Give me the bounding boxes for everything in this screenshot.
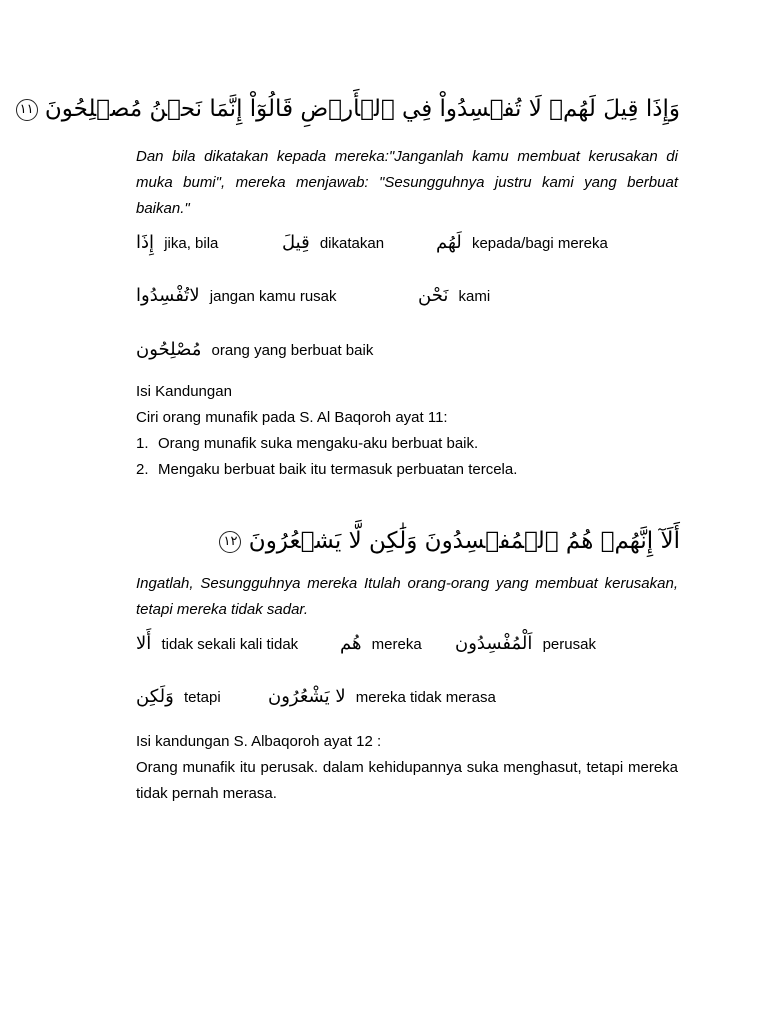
verse-12-text: أَلَآ إِنَّهُمۡ هُمُ ٱلۡمُفۡسِدُونَ وَلَٰكِن لَّا يَشۡعُرُونَ — [248, 528, 680, 554]
vocab-arabic: اَلْمُفْسِدُون — [455, 633, 533, 654]
vocab-arabic: وَلَكِن — [136, 686, 174, 707]
vocab-item — [136, 339, 373, 360]
vocab-arabic: قِيلَ — [282, 232, 310, 253]
vocab-arabic: مُصْلِحُون — [136, 339, 202, 360]
vocab-arabic: لاتُفْسِدُوا — [136, 285, 200, 306]
vocab-arabic: نَحْن — [418, 285, 449, 306]
isi-kandungan-2-text: Orang munafik itu perusak. dalam kehidupannya suka menghasut, tetapi mereka tidak pernah merasa. — [136, 759, 678, 802]
vocab-meaning: jika, bila — [164, 235, 219, 252]
vocab-item — [136, 633, 298, 654]
vocab-item — [282, 232, 384, 253]
verse-11-translation: Dan bila dikatakan kepada mereka:"Janganlah kamu membuat kerusakan di muka bumi", mereka menjawab: "Sesungguhnya justru kami yang berbuat baikan." — [136, 148, 678, 217]
vocab-meaning: perusak — [542, 636, 596, 653]
verse-12-number-marker: ١٢ — [219, 531, 241, 553]
vocab-arabic: إِذَا — [136, 232, 155, 253]
vocab-meaning: tidak sekali kali tidak — [161, 636, 299, 653]
vocab-item — [418, 285, 490, 306]
vocab-meaning: tetapi — [184, 689, 221, 706]
vocab-meaning: dikatakan — [319, 235, 385, 252]
vocab-item — [340, 633, 422, 654]
list-item-number: 1. — [136, 435, 149, 452]
vocab-item — [136, 232, 218, 253]
vocab-meaning: mereka tidak merasa — [355, 689, 496, 706]
vocab-item — [268, 686, 496, 707]
verse-11-text: وَإِذَا قِيلَ لَهُمۡ لَا تُفۡسِدُواْ فِي ٱلۡأَرۡضِ قَالُوٓاْ إِنَّمَا نَحۡنُ مُصۡلِحُونَ — [44, 96, 680, 122]
verse-12-translation: Ingatlah, Sesungguhnya mereka Itulah orang-orang yang membuat kerusakan, tetapi mereka tidak sadar. — [136, 575, 678, 618]
list-item — [136, 457, 517, 483]
list-item-text: Orang munafik suka mengaku-aku berbuat baik. — [158, 435, 479, 452]
vocab-meaning: jangan kamu rusak — [209, 288, 337, 305]
isi-kandungan-list — [136, 431, 517, 483]
vocab-item — [136, 686, 221, 707]
list-item — [136, 431, 517, 457]
vocab-meaning: kami — [458, 288, 491, 305]
vocab-arabic: هُم — [340, 633, 362, 654]
list-item-number: 2. — [136, 461, 149, 478]
vocab-meaning: kepada/bagi mereka — [471, 235, 608, 252]
vocab-arabic: أَلا — [136, 633, 152, 654]
vocab-item — [455, 633, 596, 654]
vocab-item — [436, 232, 608, 253]
list-item-text: Mengaku berbuat baik itu termasuk perbuatan tercela. — [158, 461, 518, 478]
vocab-item — [136, 285, 337, 306]
vocab-arabic: لا يَشْعُرُون — [268, 686, 346, 707]
vocab-arabic: لَهُم — [436, 232, 462, 253]
isi-kandungan-2-heading: Isi kandungan S. Albaqoroh ayat 12 : — [136, 733, 382, 750]
vocab-meaning: mereka — [371, 636, 422, 653]
isi-kandungan-subheading: Ciri orang munafik pada S. Al Baqoroh ayat 11: — [136, 409, 448, 426]
isi-kandungan-heading: Isi Kandungan — [136, 383, 232, 400]
vocab-meaning: orang yang berbuat baik — [211, 342, 374, 359]
verse-11-number-marker: ١١ — [16, 99, 38, 121]
verse-11-arabic — [12, 96, 680, 122]
verse-12-arabic — [215, 528, 680, 554]
